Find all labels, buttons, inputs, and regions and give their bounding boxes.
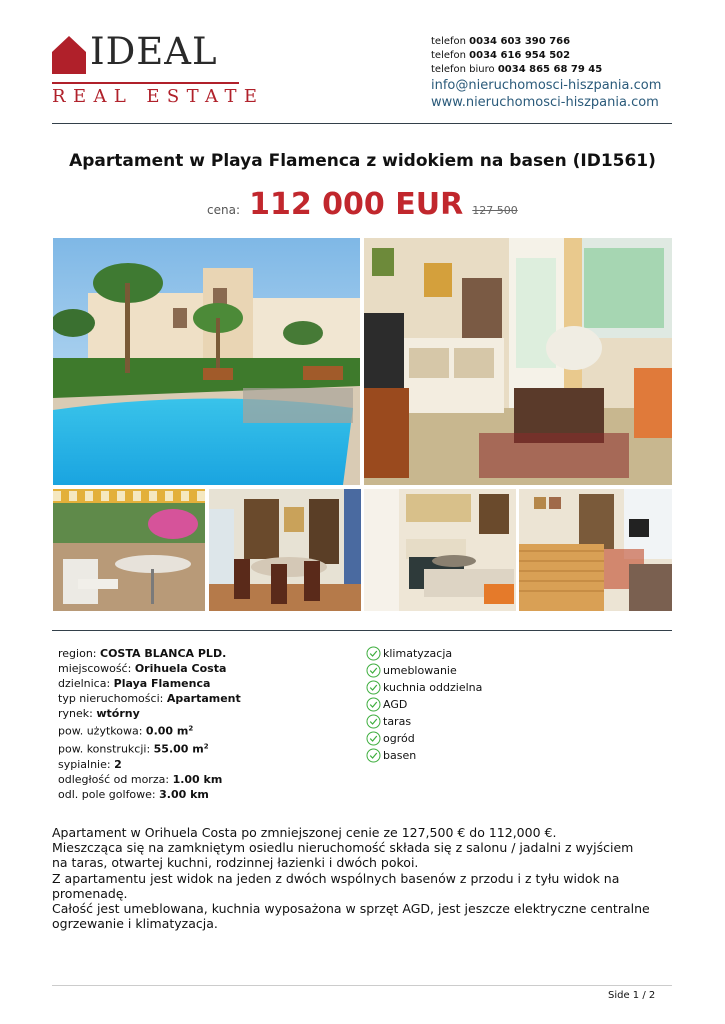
detail-row: rynek: wtórny xyxy=(58,707,140,721)
feature-item: kuchnia oddzielna xyxy=(366,679,482,696)
phone-number[interactable]: 0034 603 390 766 xyxy=(469,36,571,47)
price-block xyxy=(207,187,518,222)
check-circle-icon xyxy=(366,680,381,695)
logo xyxy=(52,30,265,107)
description-paragraph: Mieszcząca się na zamkniętym osiedlu nieruchomość składa się z salonu / jadalni z wyjściem na taras, otwartej kuchni, rodzinnej łazienki i dwóch pokoi. xyxy=(52,840,634,871)
description-paragraph: Z apartamentu jest widok na jeden z dwóch wspólnych basenów z przodu i z tyłu widok na promenadę. xyxy=(52,870,620,901)
phone-label: telefon biuro xyxy=(431,64,495,75)
description-paragraph: Całość jest umeblowana, kuchnia wyposażona w sprzęt AGD, jest jeszcze elektryczne centralne ogrzewanie i klimatyzacja. xyxy=(52,901,650,932)
email-link[interactable]: info@nieruchomosci-hiszpania.com xyxy=(431,78,662,93)
phone-label: telefon xyxy=(431,50,466,61)
contact-block xyxy=(431,35,661,111)
terrace-photo[interactable] xyxy=(53,489,205,611)
header-divider xyxy=(52,123,672,124)
bedroom-photo[interactable] xyxy=(519,489,672,611)
feature-list xyxy=(366,645,482,764)
property-details xyxy=(58,646,241,802)
feature-item: umeblowanie xyxy=(366,662,482,679)
detail-row: pow. użytkowa: 0.00 $m^2$ xyxy=(58,724,194,739)
check-circle-icon xyxy=(366,714,381,729)
phone-number[interactable]: 0034 616 954 502 xyxy=(469,50,571,61)
detail-row: sypialnie: 2 xyxy=(58,757,122,771)
logo-divider xyxy=(52,82,239,84)
footer-divider xyxy=(52,985,672,986)
check-circle-icon xyxy=(366,697,381,712)
logo-tagline: REAL ESTATE xyxy=(52,86,265,107)
detail-row: miejscowość: Orihuela Costa xyxy=(58,662,227,676)
dining-room-photo[interactable] xyxy=(209,489,361,611)
check-circle-icon xyxy=(366,748,381,763)
detail-row: odległość od morza: 1.00 km xyxy=(58,773,223,787)
living-room-photo[interactable] xyxy=(364,238,672,485)
description-paragraph: Apartament w Orihuela Costa po zmniejszonej cenie ze 127,500 € do 112,000 €. xyxy=(52,825,557,840)
old-price: 127 500 xyxy=(472,204,518,217)
feature-item: ogród xyxy=(366,730,482,747)
phone-line xyxy=(431,63,661,77)
kitchen-photo[interactable] xyxy=(364,489,516,611)
detail-row: dzielnica: Playa Flamenca xyxy=(58,677,211,691)
phone-number[interactable]: 0034 865 68 79 45 xyxy=(497,64,603,75)
phone-line xyxy=(431,49,661,63)
house-icon xyxy=(52,36,86,74)
price-label: cena: xyxy=(207,203,240,217)
phone-line xyxy=(431,35,661,49)
detail-row: pow. konstrukcji: 55.00 $m^2$ xyxy=(58,742,209,756)
check-circle-icon xyxy=(366,731,381,746)
website-link[interactable]: www.nieruchomosci-hiszpania.com xyxy=(431,95,659,110)
feature-item: AGD xyxy=(366,696,482,713)
description xyxy=(52,825,652,931)
feature-item: klimatyzacja xyxy=(366,645,482,662)
listing-title: Apartament w Playa Flamenca z widokiem na basen (ID1561) xyxy=(69,151,656,171)
feature-item: basen xyxy=(366,747,482,764)
detail-row: region: COSTA BLANCA PLD. xyxy=(58,647,227,660)
check-circle-icon xyxy=(366,646,381,661)
phone-label: telefon xyxy=(431,36,466,47)
page-number: Side 1 / 2 xyxy=(608,990,656,1001)
check-circle-icon xyxy=(366,663,381,678)
details-divider xyxy=(52,630,672,631)
logo-name: IDEAL xyxy=(90,30,218,73)
pool-photo[interactable] xyxy=(53,238,360,485)
price-value: 112 000 EUR xyxy=(249,187,464,222)
detail-row: typ nieruchomości: Apartament xyxy=(58,692,241,706)
detail-row: odl. pole golfowe: 3.00 km xyxy=(58,788,209,802)
feature-item: taras xyxy=(366,713,482,730)
